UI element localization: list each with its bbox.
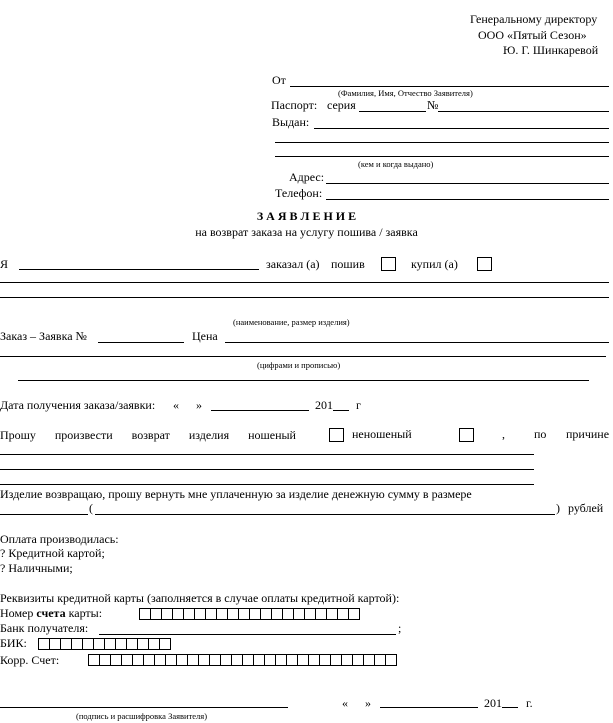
unworn-label: неношеный [352, 427, 412, 441]
bought-label: купил (а) [411, 257, 458, 271]
currency-label: рублей [568, 501, 604, 515]
word-5: ношеный [248, 428, 296, 442]
addressee-line-1: Генеральному директору [470, 12, 598, 26]
receipt-quote-open: « [173, 398, 179, 412]
price-hint: (цифрами и прописью) [257, 360, 341, 370]
payment-option-card[interactable]: ? Кредитной картой; [0, 546, 105, 560]
addressee-line-2: ООО «Пятый Сезон» [478, 28, 587, 42]
sign-year-suffix: г. [526, 696, 533, 710]
sign-quote-open: « [342, 696, 348, 710]
addressee-line-3: Ю. Г. Шинкаревой [503, 43, 599, 57]
worn-checkbox[interactable] [329, 428, 344, 442]
receipt-year-prefix: 201 [315, 398, 333, 412]
passport-number-field[interactable] [438, 111, 609, 112]
bik-label: БИК: [0, 636, 27, 650]
signature-hint: (подпись и расшифровка Заявителя) [76, 711, 208, 721]
passport-label: Паспорт: [271, 98, 318, 112]
address-field[interactable] [326, 183, 609, 184]
item-hint: (наименование, размер изделия) [233, 317, 350, 327]
sign-quote-close: » [365, 696, 371, 710]
receipt-month-field[interactable] [211, 410, 309, 411]
price-words-field-2[interactable] [18, 380, 589, 381]
receipt-year-suffix: г [356, 398, 361, 412]
corr-account-label: Корр. Счет: [0, 653, 60, 667]
issued-field-1[interactable] [314, 128, 609, 129]
reason-label: причине [566, 427, 610, 441]
corr-account-cells[interactable] [88, 654, 397, 666]
phone-field[interactable] [326, 199, 609, 200]
sign-year-prefix: 201 [484, 696, 502, 710]
unworn-checkbox[interactable] [459, 428, 474, 442]
issued-field-3[interactable] [275, 156, 609, 157]
ordered-label: заказал (а) [266, 257, 320, 271]
digit-cell[interactable] [348, 608, 360, 620]
payment-label: Оплата производилась: [0, 532, 119, 546]
sign-year-field[interactable] [502, 707, 518, 708]
signature-field[interactable] [0, 707, 288, 708]
by-label: по [534, 427, 547, 441]
digit-cell[interactable] [385, 654, 397, 666]
bank-label: Банк получателя: [0, 621, 89, 635]
sewing-label: пошив [331, 257, 365, 271]
customer-name-field[interactable] [19, 269, 259, 270]
document-subtitle: на возврат заказа на услугу пошива / заявка [195, 225, 418, 239]
order-number-field[interactable] [98, 342, 184, 343]
phone-label: Телефон: [275, 186, 323, 200]
full-name-hint: (Фамилия, Имя, Отчество Заявителя) [338, 88, 473, 98]
issued-label: Выдан: [272, 115, 310, 129]
refund-paren-close: ) [556, 501, 560, 515]
price-field[interactable] [225, 342, 609, 343]
issued-field-2[interactable] [275, 142, 609, 143]
account-label: Номер счета карты: [0, 606, 103, 620]
comma: , [502, 427, 505, 441]
word-1: Прошу [0, 428, 36, 442]
word-3: возврат [131, 428, 170, 442]
price-words-field[interactable] [0, 356, 606, 357]
i-label: Я [0, 257, 9, 271]
refund-text: Изделие возвращаю, прошу вернуть мне уплаченную за изделие денежную сумму в размере [0, 487, 472, 501]
full-name-field[interactable] [290, 86, 609, 87]
receipt-quote-close: » [196, 398, 202, 412]
number-label: № [427, 98, 439, 112]
bank-end: ; [398, 621, 402, 635]
passport-series-field[interactable] [359, 111, 426, 112]
receipt-date-label: Дата получения заказа/заявки: [0, 398, 156, 412]
word-4: изделия [188, 428, 230, 442]
digit-cell[interactable] [159, 638, 171, 650]
payment-option-cash[interactable]: ? Наличными; [0, 561, 73, 575]
issued-hint: (кем и когда выдано) [358, 159, 434, 169]
return-request-text [0, 428, 296, 443]
order-number-label: Заказ – Заявка № [0, 329, 87, 343]
bank-field[interactable] [99, 634, 396, 635]
price-label: Цена [192, 329, 218, 343]
refund-amount-words-field[interactable] [95, 514, 555, 515]
series-label: серия [327, 98, 356, 112]
refund-paren-open: ( [89, 501, 93, 515]
requisites-title: Реквизиты кредитной карты (заполняется в случае оплаты кредитной картой): [0, 591, 400, 605]
item-field-2[interactable] [0, 297, 609, 298]
item-field-1[interactable] [0, 282, 609, 283]
from-label: От [272, 73, 286, 87]
reason-field-3[interactable] [0, 484, 534, 485]
reason-field-1[interactable] [0, 454, 534, 455]
receipt-year-field[interactable] [333, 410, 349, 411]
bik-cells[interactable] [38, 638, 171, 650]
sewing-checkbox[interactable] [381, 257, 396, 271]
bought-checkbox[interactable] [477, 257, 492, 271]
reason-field-2[interactable] [0, 469, 534, 470]
word-2: произвести [54, 428, 113, 442]
document-title: З А Я В Л Е Н И Е [256, 209, 357, 223]
sign-date-field[interactable] [380, 707, 478, 708]
account-number-cells[interactable] [139, 608, 360, 620]
refund-amount-field[interactable] [0, 514, 88, 515]
address-label: Адрес: [289, 170, 325, 184]
